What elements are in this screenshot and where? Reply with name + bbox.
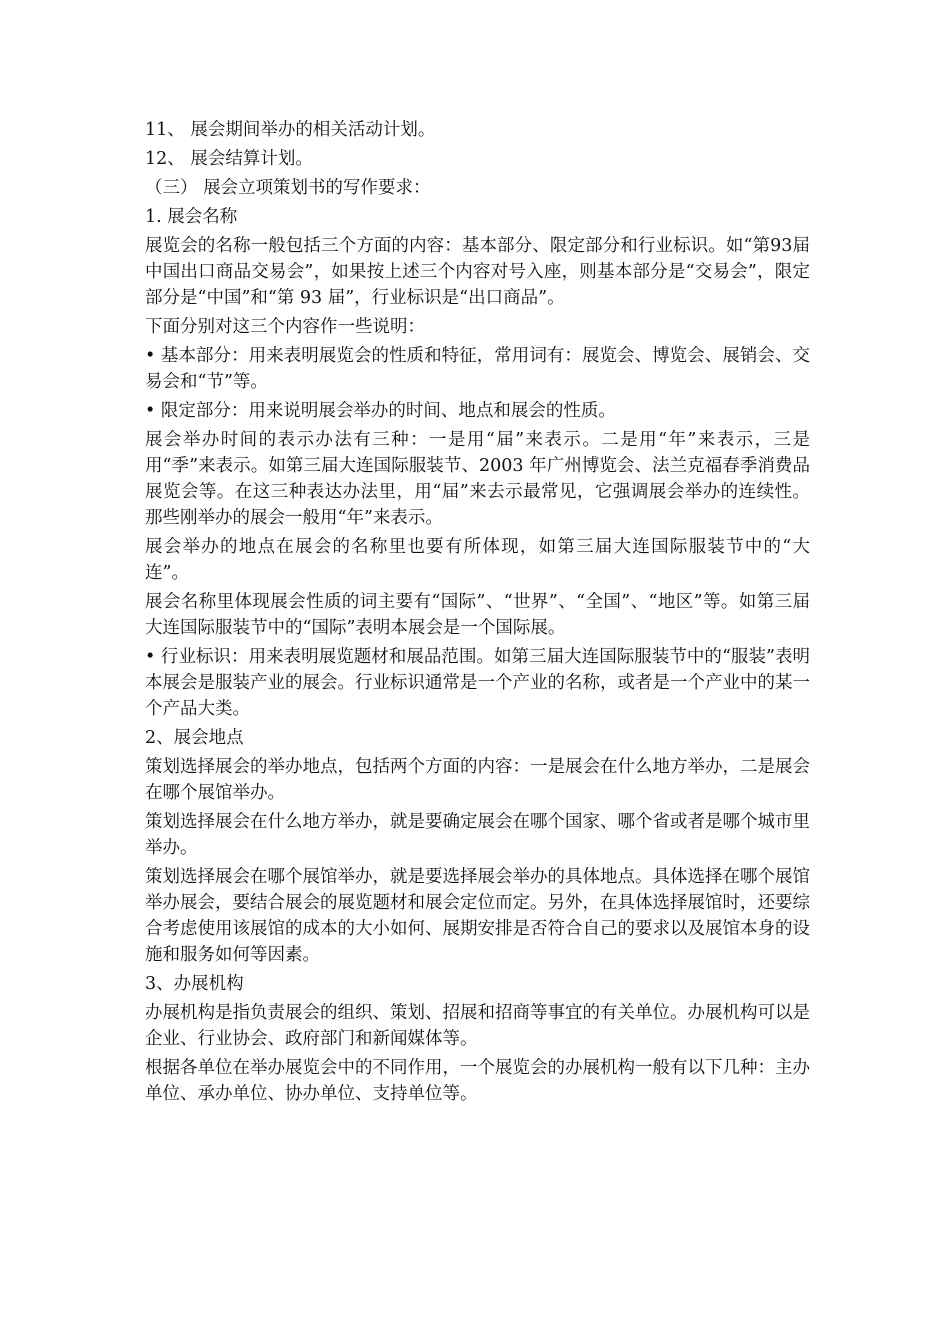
paragraph-time-expression: 展会举办时间的表示办法有三种：一是用“届”来表示。二是用“年”来表示，三是用“季”来表示。如第三届大连国际服装节、2003 年广州博览会、法兰克福春季消费品展览会等。在这三种表达办法里，用“届”来去示最常见，它强调展会举办的连续性。那些刚举办的展会一般用“年”来表示。 [145, 430, 810, 528]
bullet-limit-part: • 限定部分：用来说明展会举办的时间、地点和展会的性质。 [145, 401, 616, 421]
paragraph-location-where: 策划选择展会在什么地方举办，就是要确定展会在哪个国家、哪个省或者是哪个城市里举办。 [145, 812, 810, 858]
paragraph-organizers-intro: 办展机构是指负责展会的组织、策划、招展和招商等事宜的有关单位。办展机构可以是企业、行业协会、政府部门和新闻媒体等。 [145, 1003, 810, 1049]
subheading-exhibition-name: 1. 展会名称 [145, 207, 238, 227]
paragraph-organizers-types: 根据各单位在举办展览会中的不同作用，一个展览会的办展机构一般有以下几种：主办单位、承办单位、协办单位、支持单位等。 [145, 1058, 810, 1104]
list-item-11: 11、 展会期间举办的相关活动计划。 [145, 120, 436, 140]
subheading-exhibition-location: 2、展会地点 [145, 728, 244, 748]
paragraph-explanation-lead: 下面分别对这三个内容作一些说明： [145, 317, 425, 337]
bullet-industry-tag: • 行业标识：用来表明展览题材和展品范围。如第三届大连国际服装节中的“服装”表明本展会是服装产业的展会。行业标识通常是一个产业的名称，或者是一个产业中的某一个产品大类。 [145, 647, 810, 719]
paragraph-nature-expression: 展会名称里体现展会性质的词主要有“国际”、“世界”、“全国”、“地区”等。如第三届大连国际服装节中的“国际”表明本展会是一个国际展。 [145, 592, 810, 638]
bullet-basic-part: • 基本部分：用来表明展览会的性质和特征，常用词有：展览会、博览会、展销会、交易会和“节”等。 [145, 346, 810, 392]
paragraph-location-intro: 策划选择展会的举办地点，包括两个方面的内容：一是展会在什么地方举办，二是展会在哪个展馆举办。 [145, 757, 810, 803]
paragraph-location-venue: 策划选择展会在哪个展馆举办，就是要选择展会举办的具体地点。具体选择在哪个展馆举办展会，要结合展会的展览题材和展会定位而定。另外，在具体选择展馆时，还要综合考虑使用该展馆的成本的大小如何、展期安排是否符合自己的要求以及展馆本身的设施和服务如何等因素。 [145, 867, 810, 965]
subheading-organizers: 3、办展机构 [145, 974, 244, 994]
list-item-12: 12、 展会结算计划。 [145, 149, 313, 169]
section-heading-3: （三） 展会立项策划书的写作要求： [145, 178, 431, 198]
paragraph-location-expression: 展会举办的地点在展会的名称里也要有所体现，如第三届大连国际服装节中的“大连”。 [145, 537, 810, 583]
document-body [145, 117, 810, 1110]
paragraph-name-intro: 展览会的名称一般包括三个方面的内容：基本部分、限定部分和行业标识。如“第93届中国出口商品交易会”，如果按上述三个内容对号入座，则基本部分是“交易会”，限定部分是“中国”和“第 93 届”，行业标识是“出口商品”。 [145, 236, 810, 308]
